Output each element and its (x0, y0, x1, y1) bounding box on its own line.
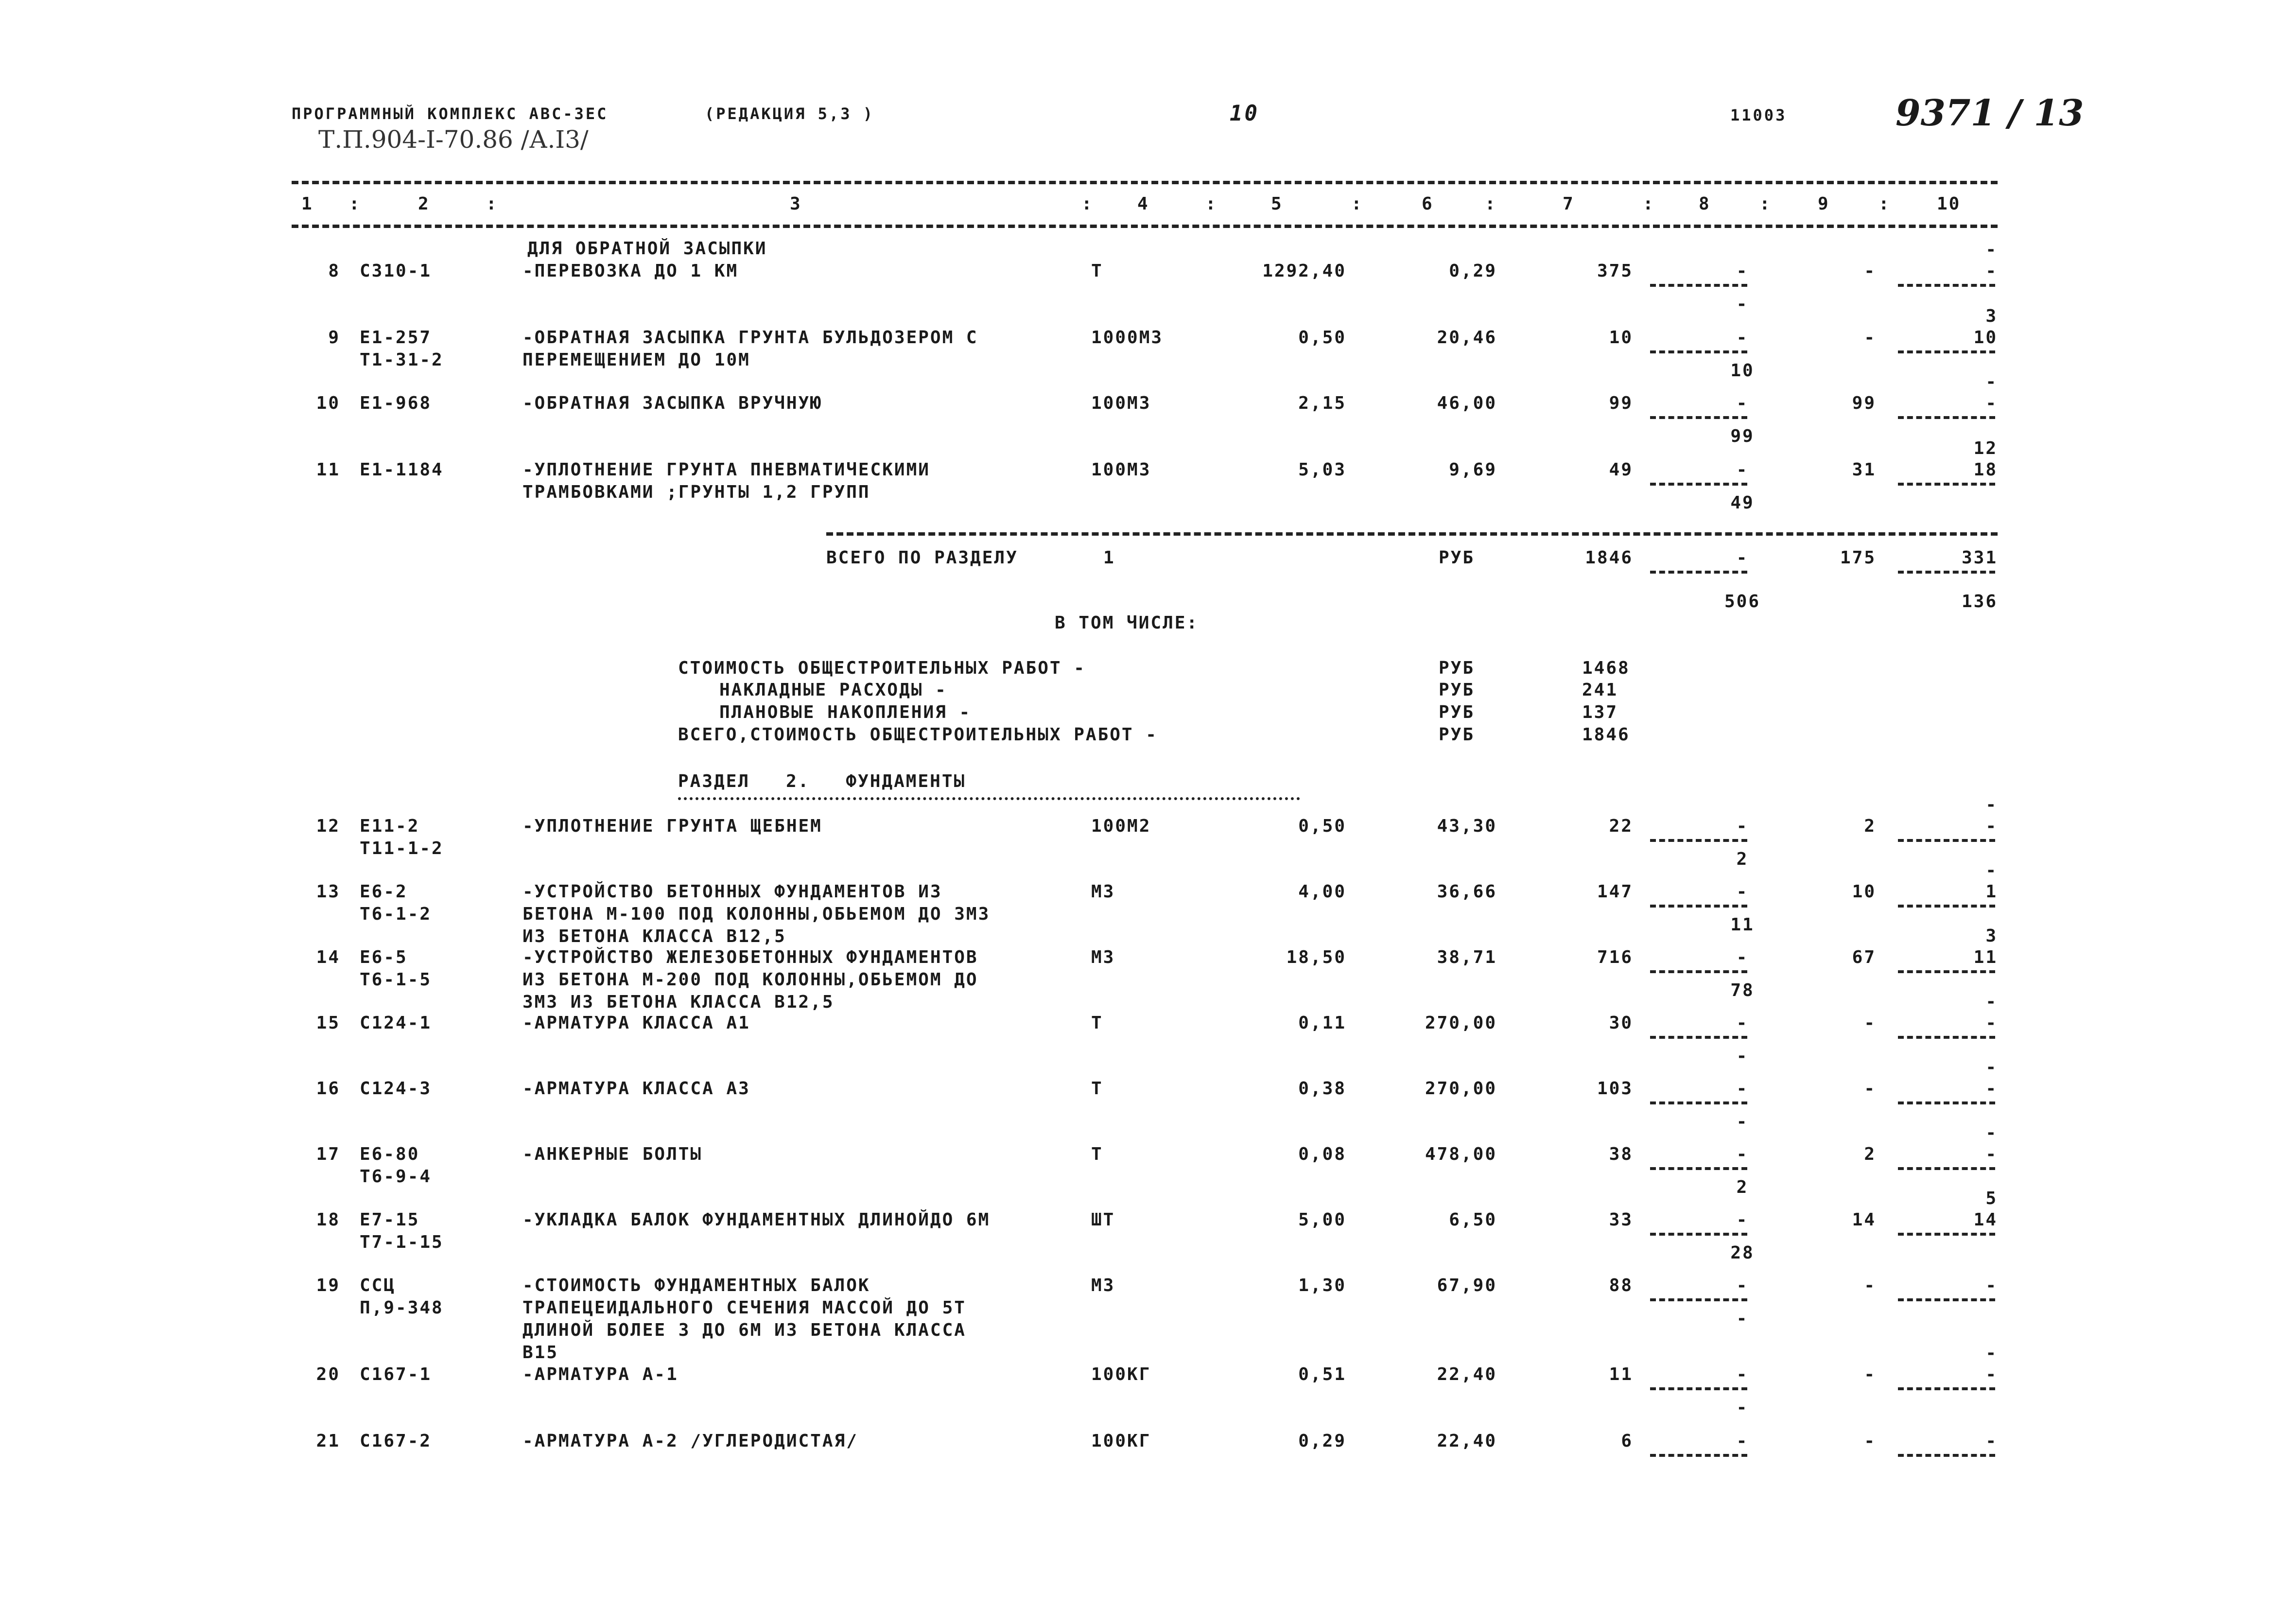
row-price: 38,71 (1437, 947, 1497, 967)
row-col10-sub: - (1985, 795, 1998, 815)
row-name: -ОБРАТНАЯ ЗАСЫПКА ГРУНТА БУЛЬДОЗЕРОМ С (522, 328, 978, 348)
col8-divider (1650, 350, 1747, 353)
column-separator: : (486, 194, 498, 214)
row-total: 33 (1609, 1210, 1633, 1230)
row-code: Т6-1-2 (360, 904, 432, 924)
row-price: 20,46 (1437, 328, 1497, 348)
row-code: С310-1 (360, 261, 432, 281)
row-unit: 1000М3 (1091, 328, 1164, 348)
row-col8: - (1736, 393, 1749, 413)
row-code: П,9-348 (360, 1298, 444, 1318)
row-qty: 2,15 (1298, 393, 1346, 413)
row-code: С124-1 (360, 1013, 432, 1033)
row-total: 10 (1609, 328, 1633, 348)
row-col10: - (1985, 1013, 1998, 1033)
row-col8: - (1736, 882, 1749, 902)
col10-divider (1898, 1167, 1995, 1170)
col8-divider (1650, 905, 1747, 908)
including-value: 1846 (1582, 725, 1630, 745)
row-name: 3М3 ИЗ БЕТОНА КЛАССА В12,5 (522, 992, 835, 1012)
row-col8-sub: 99 (1730, 426, 1755, 446)
row-name: ПЕРЕМЕЩЕНИЕМ ДО 10М (522, 350, 750, 370)
row-code: Е1-1184 (360, 460, 444, 480)
col8-divider (1650, 416, 1747, 419)
row-col9: - (1864, 1364, 1876, 1384)
row-qty: 5,00 (1298, 1210, 1346, 1230)
row-number: 20 (316, 1364, 340, 1384)
row-number: 19 (316, 1276, 340, 1295)
row-col8-sub: 2 (1736, 1177, 1749, 1197)
section-total-num: 1 (1103, 548, 1115, 568)
row-col10: 14 (1973, 1210, 1998, 1230)
row-unit: Т (1091, 1144, 1103, 1164)
row-col10: - (1985, 816, 1998, 836)
row-total: 375 (1597, 261, 1633, 281)
row-col10-sub: - (1985, 1123, 1998, 1143)
row-unit: 100М3 (1091, 393, 1151, 413)
col8-divider (1650, 1298, 1747, 1301)
col10-divider (1898, 1233, 1995, 1236)
row-code: Т1-31-2 (360, 350, 444, 370)
row-col8: - (1736, 1210, 1749, 1230)
row-unit: Т (1091, 1013, 1103, 1033)
row-col8-sub: 10 (1730, 361, 1755, 381)
col8-divider (1650, 1101, 1747, 1104)
row-col10: - (1985, 261, 1998, 281)
row-unit: М3 (1091, 947, 1115, 967)
column-separator: : (1643, 194, 1655, 214)
row-qty: 1,30 (1298, 1276, 1346, 1295)
row-col10: 10 (1973, 328, 1998, 348)
col10-divider (1898, 905, 1995, 908)
row-code: Т6-1-5 (360, 970, 432, 990)
row-code: Е11-2 (360, 816, 420, 836)
row-col8-sub: 2 (1736, 849, 1749, 869)
row-col9: 14 (1852, 1210, 1876, 1230)
col8-divider (1650, 1036, 1747, 1039)
edition: (РЕДАКЦИЯ 5,3 ) (705, 105, 874, 123)
including-label: НАКЛАДНЫЕ РАСХОДЫ - (719, 680, 947, 700)
row-price: 270,00 (1425, 1079, 1497, 1099)
row-name: -УСТРОЙСТВО ЖЕЛЕЗОБЕТОННЫХ ФУНДАМЕНТОВ (522, 947, 978, 967)
including-label: ПЛАНОВЫЕ НАКОПЛЕНИЯ - (719, 702, 972, 722)
row-col10-sub: - (1985, 372, 1998, 392)
row-col10: 18 (1973, 460, 1998, 480)
column-number: 8 (1699, 194, 1711, 214)
row-col9: - (1864, 1013, 1876, 1033)
row-col8: - (1736, 460, 1749, 480)
col8-divider (1650, 1233, 1747, 1236)
section-total-rule (826, 532, 1998, 536)
row-code: Е6-2 (360, 882, 408, 902)
row-col8: - (1736, 261, 1749, 281)
row-name: -СТОИМОСТЬ ФУНДАМЕНТНЫХ БАЛОК (522, 1276, 870, 1295)
column-number: 10 (1937, 194, 1961, 214)
row-number: 21 (316, 1431, 340, 1451)
column-separator: : (1351, 194, 1363, 214)
row-col9: - (1864, 1431, 1876, 1451)
col8-divider (1650, 1454, 1747, 1457)
header-bottom-rule (292, 225, 1998, 228)
row-col10-sub: 3 (1985, 306, 1998, 326)
column-separator: : (1879, 194, 1891, 214)
row-total: 49 (1609, 460, 1633, 480)
row-qty: 18,50 (1286, 947, 1346, 967)
row-col8-sub: 28 (1730, 1243, 1755, 1263)
row-code: С167-2 (360, 1431, 432, 1451)
column-number: 5 (1271, 194, 1283, 214)
col10-divider (1898, 571, 1995, 574)
row-code: Е6-80 (360, 1144, 420, 1164)
column-separator: : (349, 194, 361, 214)
row-code: Т6-9-4 (360, 1167, 432, 1187)
row-name: -ПЕРЕВОЗКА ДО 1 КМ (522, 261, 739, 281)
tp-reference: Т.П.904-I-70.86 /А.I3/ (318, 125, 589, 154)
col10-divider (1898, 483, 1995, 486)
section-total-label: ВСЕГО ПО РАЗДЕЛУ (826, 548, 1018, 568)
row-unit: 100М3 (1091, 460, 1151, 480)
row-price: 0,29 (1449, 261, 1497, 281)
row-code: Е7-15 (360, 1210, 420, 1230)
row-price: 270,00 (1425, 1013, 1497, 1033)
row-col8: - (1736, 1013, 1749, 1033)
col10-divider (1898, 1101, 1995, 1104)
column-separator: : (1485, 194, 1497, 214)
row-code: Т7-1-15 (360, 1232, 444, 1252)
row-number: 16 (316, 1079, 340, 1099)
row-price: 67,90 (1437, 1276, 1497, 1295)
row-qty: 0,08 (1298, 1144, 1346, 1164)
row-name: -АРМАТУРА А-1 (522, 1364, 678, 1384)
row-name: БЕТОНА М-100 ПОД КОЛОННЫ,ОБЬЕМОМ ДО 3М3 (522, 904, 991, 924)
row-qty: 0,50 (1298, 816, 1346, 836)
including-value: 137 (1582, 702, 1618, 722)
row-qty: 0,38 (1298, 1079, 1346, 1099)
col10-divider (1898, 1454, 1995, 1457)
row-col10: - (1985, 1431, 1998, 1451)
row-col10: - (1985, 1079, 1998, 1099)
row-unit: М3 (1091, 1276, 1115, 1295)
row-col10-sub: 5 (1985, 1189, 1998, 1208)
row-code: Т11-1-2 (360, 839, 444, 858)
row-number: 15 (316, 1013, 340, 1033)
row-qty: 5,03 (1298, 460, 1346, 480)
row-col9: - (1864, 1276, 1876, 1295)
col10-divider (1898, 350, 1995, 353)
row-qty: 0,29 (1298, 1431, 1346, 1451)
row-price: 6,50 (1449, 1210, 1497, 1230)
row-name: -УПЛОТНЕНИЕ ГРУНТА ПНЕВМАТИЧЕСКИМИ (522, 460, 930, 480)
page-number: 10 (1230, 101, 1259, 126)
col10-divider (1898, 1036, 1995, 1039)
row-col10-sub: 3 (1985, 926, 1998, 946)
row-col10: - (1985, 1364, 1998, 1384)
column-number: 4 (1137, 194, 1149, 214)
row-name: ИЗ БЕТОНА КЛАССА В12,5 (522, 926, 786, 946)
row-col10: - (1985, 393, 1998, 413)
row-col10-sub: - (1985, 992, 1998, 1012)
row-unit: 100М2 (1091, 816, 1151, 836)
including-label: ВСЕГО,СТОИМОСТЬ ОБЩЕСТРОИТЕЛЬНЫХ РАБОТ - (678, 725, 1158, 745)
row-qty: 1292,40 (1262, 261, 1346, 281)
row-qty: 0,11 (1298, 1013, 1346, 1033)
row-price: 9,69 (1449, 460, 1497, 480)
section-title: РАЗДЕЛ 2. ФУНДАМЕНТЫ (678, 771, 966, 791)
row-name: ТРАПЕЦЕИДАЛЬНОГО СЕЧЕНИЯ МАССОЙ ДО 5Т (522, 1298, 966, 1318)
row-col8: - (1736, 1079, 1749, 1099)
row-unit: 100КГ (1091, 1431, 1151, 1451)
row-number: 12 (316, 816, 340, 836)
section-total-col8-sub: 506 (1724, 592, 1761, 612)
col10-divider (1898, 1387, 1995, 1390)
row-col10: 1 (1985, 882, 1998, 902)
including-unit: РУБ (1439, 658, 1475, 678)
row-unit: ШТ (1091, 1210, 1115, 1230)
row-total: 30 (1609, 1013, 1633, 1033)
section-total-col10-sub: 136 (1961, 592, 1998, 612)
row-code: С167-1 (360, 1364, 432, 1384)
row-total: 103 (1597, 1079, 1633, 1099)
col10-divider (1898, 839, 1995, 842)
including-title: В ТОМ ЧИСЛЕ: (1055, 613, 1199, 633)
sheet-number: 9371 / 13 (1896, 92, 2084, 134)
row-total: 11 (1609, 1364, 1633, 1384)
including-label: СТОИМОСТЬ ОБЩЕСТРОИТЕЛЬНЫХ РАБОТ - (678, 658, 1086, 678)
row-price: 22,40 (1437, 1431, 1497, 1451)
header-top-rule (292, 181, 1998, 184)
section-total-col8: - (1736, 548, 1749, 568)
row-code: С124-3 (360, 1079, 432, 1099)
row-col8-sub: - (1736, 1398, 1749, 1417)
row-col8: - (1736, 1364, 1749, 1384)
doc-code: 11003 (1730, 106, 1787, 124)
row-name: -УПЛОТНЕНИЕ ГРУНТА ЩЕБНЕМ (522, 816, 822, 836)
col8-divider (1650, 571, 1747, 574)
row-unit: М3 (1091, 882, 1115, 902)
row-col9: - (1864, 1079, 1876, 1099)
continuation-text: ДЛЯ ОБРАТНОЙ ЗАСЫПКИ (527, 239, 767, 259)
row-col10: 11 (1973, 947, 1998, 967)
including-unit: РУБ (1439, 680, 1475, 700)
row-col8: - (1736, 816, 1749, 836)
column-number: 9 (1818, 194, 1830, 214)
row-name: -АРМАТУРА КЛАССА А1 (522, 1013, 750, 1033)
row-col10-sub: - (1985, 860, 1998, 880)
row-code: Е1-968 (360, 393, 432, 413)
column-separator: : (1759, 194, 1772, 214)
row-number: 10 (316, 393, 340, 413)
row-number: 14 (316, 947, 340, 967)
column-separator: : (1081, 194, 1094, 214)
row-name: -УСТРОЙСТВО БЕТОННЫХ ФУНДАМЕНТОВ ИЗ (522, 882, 942, 902)
row-total: 38 (1609, 1144, 1633, 1164)
row-qty: 4,00 (1298, 882, 1346, 902)
row-code: Е6-5 (360, 947, 408, 967)
row-unit: Т (1091, 261, 1103, 281)
section-total-col10: 331 (1961, 548, 1998, 568)
row-unit: Т (1091, 1079, 1103, 1099)
row-col10-sub: - (1985, 1057, 1998, 1077)
row-name: ДЛИНОЙ БОЛЕЕ 3 ДО 6М ИЗ БЕТОНА КЛАССА (522, 1320, 966, 1340)
row-total: 147 (1597, 882, 1633, 902)
row-col10: - (1985, 1144, 1998, 1164)
row-col8-sub: - (1736, 1112, 1749, 1132)
row-price: 478,00 (1425, 1144, 1497, 1164)
row-name: -АНКЕРНЫЕ БОЛТЫ (522, 1144, 703, 1164)
row-col9: 2 (1864, 816, 1876, 836)
row-col8-sub: 78 (1730, 980, 1755, 1000)
row-col9: - (1864, 328, 1876, 348)
section-title-underline (678, 797, 1300, 800)
col10-divider (1898, 970, 1995, 973)
row-col8-sub: - (1736, 1046, 1749, 1066)
column-number: 6 (1422, 194, 1434, 214)
row-total: 716 (1597, 947, 1633, 967)
section-total-value: 1846 (1585, 548, 1633, 568)
row-number: 13 (316, 882, 340, 902)
row-qty: 0,51 (1298, 1364, 1346, 1384)
row-number: 9 (328, 328, 340, 348)
col8-divider (1650, 970, 1747, 973)
row-col8: - (1736, 328, 1749, 348)
row-total: 22 (1609, 816, 1633, 836)
row-col8-sub: 11 (1730, 915, 1755, 935)
including-value: 1468 (1582, 658, 1630, 678)
row-name: ИЗ БЕТОНА М-200 ПОД КОЛОННЫ,ОБЬЕМОМ ДО (522, 970, 978, 990)
section-total-unit: РУБ (1439, 548, 1475, 568)
row-col10-sub: 12 (1973, 438, 1998, 458)
row-number: 18 (316, 1210, 340, 1230)
row-col8: - (1736, 947, 1749, 967)
including-unit: РУБ (1439, 725, 1475, 745)
row-name: -АРМАТУРА А-2 /УГЛЕРОДИСТАЯ/ (522, 1431, 858, 1451)
row-col8: - (1736, 1144, 1749, 1164)
column-number: 1 (301, 194, 313, 214)
row-name: -ОБРАТНАЯ ЗАСЫПКА ВРУЧНУЮ (522, 393, 822, 413)
col8-divider (1650, 1167, 1747, 1170)
col8-divider (1650, 1387, 1747, 1390)
row-total: 88 (1609, 1276, 1633, 1295)
row-unit: 100КГ (1091, 1364, 1151, 1384)
row-price: 46,00 (1437, 393, 1497, 413)
row-name: -УКЛАДКА БАЛОК ФУНДАМЕНТНЫХ ДЛИНОЙДО 6М (522, 1210, 991, 1230)
row-col10-sub: - (1985, 1343, 1998, 1363)
row-col8: - (1736, 1431, 1749, 1451)
row-col9: 31 (1852, 460, 1876, 480)
row-price: 22,40 (1437, 1364, 1497, 1384)
row-total: 6 (1621, 1431, 1633, 1451)
col8-divider (1650, 839, 1747, 842)
including-value: 241 (1582, 680, 1618, 700)
section-total-col9: 175 (1840, 548, 1876, 568)
row-number: 11 (316, 460, 340, 480)
row-col8-sub: - (1736, 294, 1749, 314)
row-code: ССЦ (360, 1276, 396, 1295)
including-unit: РУБ (1439, 702, 1475, 722)
row-col10-sub: - (1985, 240, 1998, 260)
row-price: 43,30 (1437, 816, 1497, 836)
row-col8-sub: 49 (1730, 493, 1755, 513)
row-col8-sub: - (1736, 1309, 1749, 1328)
row-col9: - (1864, 261, 1876, 281)
program-name: ПРОГРАММНЫЙ КОМПЛЕКС АВС-ЗЕС (292, 105, 609, 123)
row-col9: 10 (1852, 882, 1876, 902)
row-total: 99 (1609, 393, 1633, 413)
col8-divider (1650, 483, 1747, 486)
row-col9: 67 (1852, 947, 1876, 967)
column-number: 7 (1563, 194, 1575, 214)
column-separator: : (1205, 194, 1218, 214)
col8-divider (1650, 284, 1747, 287)
row-number: 17 (316, 1144, 340, 1164)
col10-divider (1898, 284, 1995, 287)
row-number: 8 (328, 261, 340, 281)
row-price: 36,66 (1437, 882, 1497, 902)
row-col9: 2 (1864, 1144, 1876, 1164)
row-col9: 99 (1852, 393, 1876, 413)
row-name: В15 (522, 1343, 559, 1363)
row-col10: - (1985, 1276, 1998, 1295)
row-code: Е1-257 (360, 328, 432, 348)
row-name: -АРМАТУРА КЛАССА А3 (522, 1079, 750, 1099)
row-col8: - (1736, 1276, 1749, 1295)
row-name: ТРАМБОВКАМИ ;ГРУНТЫ 1,2 ГРУПП (522, 482, 870, 502)
col10-divider (1898, 1298, 1995, 1301)
col10-divider (1898, 416, 1995, 419)
row-qty: 0,50 (1298, 328, 1346, 348)
column-number: 2 (418, 194, 430, 214)
column-number: 3 (790, 194, 802, 214)
